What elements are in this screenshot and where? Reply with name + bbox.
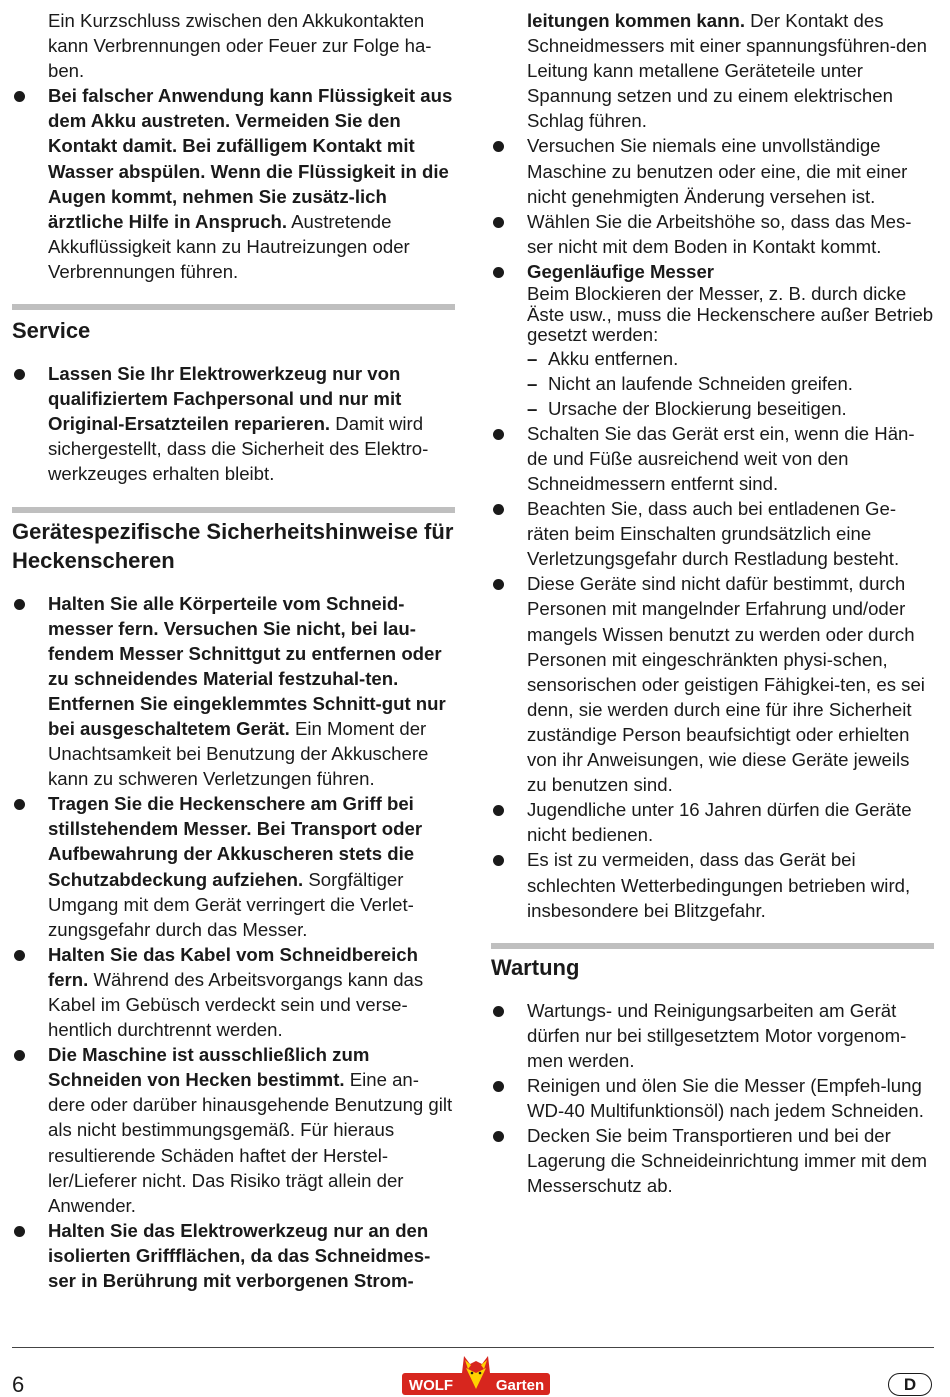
counter-blade-title: Gegenläufige Messer (527, 260, 715, 282)
list-item-counter-blade (491, 259, 934, 421)
counter-blade-intro: Beim Blockieren der Messer, z. B. durch dicke Äste usw., muss die Heckenschere außer Betrieb gesetzt werden: (527, 283, 934, 346)
item-bold: leitungen kommen kann. (527, 10, 745, 31)
item-bold: Halten Sie alle Körperteile vom Schneid-messer fern. Versuchen Sie nicht, bei lau-fendem Messer Schnittgut zu entfernen oder zu schneidendes Material festzuhal-ten. Entfernen Sie eingeklemmtes Schnitt-gut nur bei ausgeschaltetem Gerät. (48, 592, 446, 739)
section-title-maintenance: Wartung (491, 954, 580, 980)
list-item (12, 1218, 455, 1293)
list-item: Reinigen und ölen Sie die Messer (Empfeh-lung WD-40 Multifunktionsöl) nach jedem Schneiden. (491, 1073, 934, 1123)
list-item (12, 791, 455, 942)
specific-list (12, 591, 455, 1294)
list-item: Wählen Sie die Arbeitshöhe so, dass das Mes-ser nicht mit dem Boden in Kontakt kommt. (491, 209, 934, 259)
list-item: Beachten Sie, dass auch bei entladenen Ge-räten beim Einschalten grundsätzlich eine Verletzungsgefahr durch Restladung besteht. (491, 496, 934, 571)
item-text: Der Kontakt des Schneidmessers mit einer spannungsführen-den Leitung kann metallene Geräteteile unter Spannung setzen und zu einem elektrischen Schlag führen. (527, 10, 927, 132)
right-column (491, 8, 934, 1198)
intro-continuation: Ein Kurzschluss zwischen den Akkukontakten kann Verbrennungen oder Feuer zur Folge ha-ben. (48, 10, 432, 82)
list-item: Jugendliche unter 16 Jahren dürfen die Geräte nicht bedienen. (491, 797, 934, 847)
maintenance-list (491, 998, 934, 1199)
counter-blade-steps (527, 346, 934, 421)
item-bold: Lassen Sie Ihr Elektrowerkzeug nur von qualifiziertem Fachpersonal und nur mit Original-Ersatzteilen reparieren. (48, 363, 402, 435)
item-bold: Halten Sie das Elektrowerkzeug nur an den isolierten Griffflächen, da das Schneidmes-ser in Berührung mit verborgenen Strom- (48, 1219, 431, 1292)
language-badge: D (888, 1373, 932, 1396)
wolf-garten-logo (402, 1352, 550, 1396)
list-item: Es ist zu vermeiden, dass das Gerät bei schlechten Wetterbedingungen betrieben wird, insbesondere bei Blitzgefahr. (491, 847, 934, 922)
dash-item: – Nicht an laufende Schneiden greifen. (527, 371, 934, 396)
footer-rule (12, 1347, 934, 1348)
list-item: Diese Geräte sind nicht dafür bestimmt, durch Personen mit mangelnder Erfahrung und/oder mangels Wissen benutzt zu werden oder durch Personen mit eingeschränkten physi-schen, sensorischen oder geistigen Fähigkei-ten, es sei denn, sie werden durch eine für ihre Sicherheit zuständige Person beaufsichtigt oder erhielten von ihr Anweisungen, wie diese Geräte jeweils zu benutzen sind. (491, 571, 934, 797)
list-item (12, 942, 455, 1042)
logo-text-right: Garten (495, 1377, 545, 1394)
dash-item: – Ursache der Blockierung beseitigen. (527, 396, 934, 421)
item-text: Sorgfältiger Umgang mit dem Gerät verringert die Verlet-zungsgefahr durch das Messer. (48, 868, 414, 940)
section-title-service: Service (12, 318, 91, 344)
specific-section (12, 507, 455, 1294)
list-item (12, 1042, 455, 1218)
item-text: Damit wird sichergestellt, dass die Sicherheit des Elektro-werkzeuges erhalten bleibt. (48, 413, 429, 485)
list-item: Versuchen Sie niemals eine unvollständige Maschine zu benutzen oder eine, die mit einer nicht genehmigten Änderung versehen ist. (491, 133, 934, 208)
battery-list (12, 83, 455, 284)
service-section (12, 304, 455, 486)
list-item (12, 591, 455, 792)
item-text: Während des Arbeitsvorgangs kann das Kabel im Gebüsch verdeckt sein und verse-hentlich durchtrennt werden. (48, 968, 424, 1041)
list-item: Decken Sie beim Transportieren und bei der Lagerung die Schneideinrichtung immer mit dem Messerschutz ab. (491, 1123, 934, 1198)
right-list (491, 133, 934, 922)
item-text: Austretende Akkuflüssigkeit kann zu Hautreizungen oder Verbrennungen führen. (48, 210, 410, 282)
item-bold: Die Maschine ist ausschließlich zum Schneiden von Hecken bestimmt. (48, 1044, 370, 1091)
list-item: Schalten Sie das Gerät erst ein, wenn die Hän-de und Füße ausreichend weit von den Schneidmessern entfernt sind. (491, 421, 934, 496)
list-item: Wartungs- und Reinigungsarbeiten am Gerät dürfen nur bei stillgesetztem Motor vorgenom-men werden. (491, 998, 934, 1073)
maintenance-section (491, 943, 934, 1199)
item-bold: Halten Sie das Kabel vom Schneidbereich fern. (48, 943, 418, 990)
item-text: Eine an-dere oder darüber hinausgehende Benutzung gilt als nicht bestimmungsgemäß. Für hieraus resultierende Schäden haftet der Herstel-ler/Lieferer nicht. Das Risiko trägt allein der Anwender. (48, 1069, 453, 1216)
item-text: Ein Moment der Unachtsamkeit bei Benutzung der Akkuschere kann zu schweren Verletzungen führen. (48, 717, 429, 790)
service-list (12, 361, 455, 486)
left-column (12, 8, 455, 1293)
list-item (12, 83, 455, 284)
section-title-specific: Gerätespezifische Sicherheitshinweise für Heckenscheren (12, 518, 454, 573)
wolf-head-icon (462, 1356, 490, 1391)
item-bold: Bei falscher Anwendung kann Flüssigkeit aus dem Akku austreten. Vermeiden Sie den Kontakt damit. Bei zufälligem Kontakt mit Wasser abspülen. Wenn die Flüssigkeit in die Augen kommt, nehmen Sie zusätz-lich ärztliche Hilfe in Anspruch. (48, 85, 453, 232)
right-continuation (527, 8, 934, 133)
logo-text-left: WOLF (408, 1377, 454, 1394)
item-bold: Tragen Sie die Heckenschere am Griff bei stillstehendem Messer. Bei Transport oder Aufbewahrung der Akkuscheren stets die Schutzabdeckung aufziehen. (48, 793, 423, 890)
dash-item: – Akku entfernen. (527, 346, 934, 371)
list-item (12, 361, 455, 486)
page-number: 6 (12, 1372, 25, 1397)
